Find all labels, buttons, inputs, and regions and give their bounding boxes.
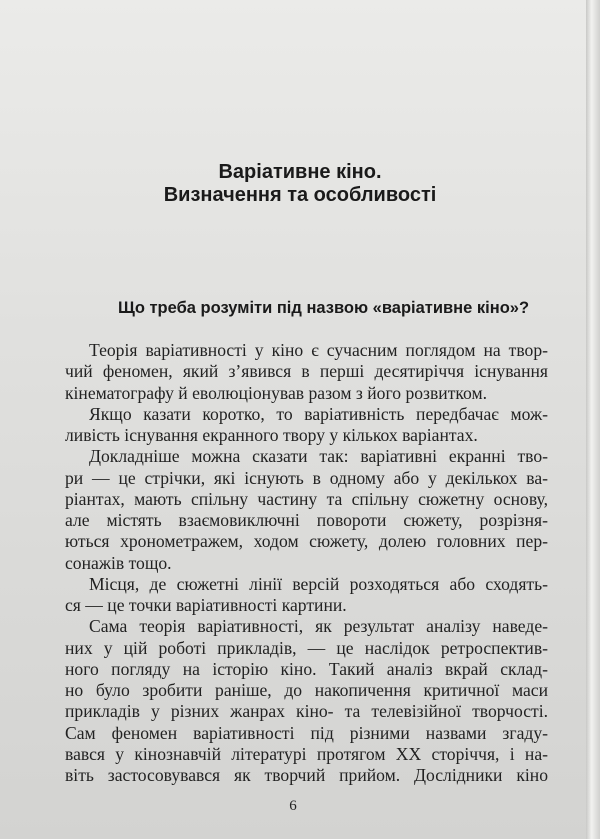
text-line: ливість існування екранного твору у кількох варіантах.	[65, 425, 478, 445]
text-line: ного погляду на історію кіно. Такий аналіз вкрай склад-	[65, 658, 548, 679]
chapter-title-line-1: Варіативне кіно.	[218, 161, 382, 183]
text-line: ся — це точки варіативності картини.	[65, 595, 347, 615]
book-spine-edge	[586, 0, 600, 839]
text-line: Сама теорія варіативності, як результат аналізу наведе-	[89, 616, 548, 637]
section-heading: Що треба розуміти під назвою «варіативне кіно»?	[118, 299, 530, 317]
text-line: але містять взаємовиключні повороти сюжету, розрізня-	[65, 510, 548, 530]
chapter-title	[0, 161, 600, 207]
text-line: кінематографу й еволюціонував разом з його розвитком.	[65, 382, 488, 403]
text-line: Місця, де сюжетні лінії версій розходяться або сходять-	[89, 573, 548, 594]
chapter-title-line-2: Визначення та особливості	[163, 184, 437, 206]
text-line: но було зробити раніше, до накопичення критичної маси	[65, 680, 548, 700]
text-line: ри — це стрічки, які існують в одному або у декількох ва-	[65, 467, 548, 488]
text-line: них у цій роботі прикладів, — це наслідок ретроспектив-	[65, 637, 548, 658]
text-line: віть застосовувався як творчий прийом. Дослідники кіно	[65, 765, 548, 785]
text-line: Докладніше можна сказати так: варіативні екранні тво-	[89, 446, 548, 467]
text-line: Якщо казати коротко, то варіативність передбачає мож-	[89, 403, 548, 424]
text-line: чий феномен, який з’явився в перші десятиріччя існування	[65, 361, 548, 382]
text-line: ріантах, мають спільну частину та спільну сюжетну основу,	[65, 488, 548, 509]
text-line: ються хронометражем, ходом сюжету, долею головних пер-	[65, 531, 548, 552]
text-line: сонажів тощо.	[65, 552, 172, 573]
text-line: Сам феномен варіативності під різними назвами згаду-	[65, 722, 548, 743]
text-line: прикладів у різних жанрах кіно- та телевізійної творчості.	[65, 701, 548, 722]
body-text	[65, 340, 548, 786]
page-number: 6	[289, 798, 297, 814]
text-line: Теорія варіативності у кіно є сучасним поглядом на твор-	[89, 340, 548, 360]
text-line: вався у кінознавчій літературі протягом XX сторіччя, і на-	[65, 743, 548, 764]
